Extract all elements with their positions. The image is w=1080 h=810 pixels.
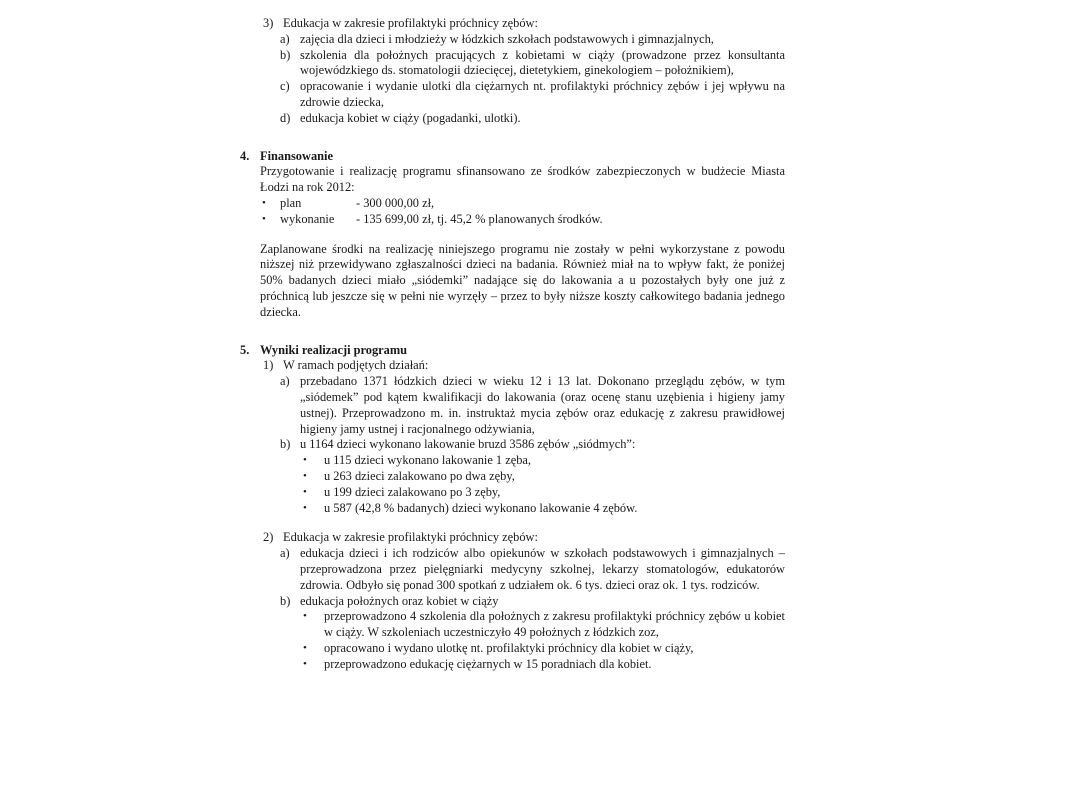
list-marker: c) bbox=[280, 79, 290, 94]
subsection-title: Edukacja w zakresie profilaktyki próchnicy zębów: bbox=[283, 530, 538, 545]
document-content bbox=[240, 16, 785, 672]
list-item-text: edukacja położnych oraz kobiet w ciąży bbox=[300, 593, 499, 608]
list-marker: b) bbox=[280, 593, 291, 608]
list-marker: a) bbox=[280, 31, 290, 46]
bullet-marker: • bbox=[303, 657, 307, 670]
list-item-text: przebadano 1371 łódzkich dzieci w wieku 12 i 13 lat. Dokonano przeglądu zębów, w tym „siódemek” pod kątem kwalifikacji do lakowania (oraz ocenę stanu uzębienia i higieny jamy ustnej). Przeprowadzono m. in. instruktaż mycia zębów oraz edukację z zakresu prawidłowej higieny jamy ustnej i racjonalnego odżywiania, bbox=[300, 374, 785, 436]
list-item bbox=[240, 453, 785, 469]
list-item bbox=[240, 196, 785, 212]
list-item bbox=[240, 501, 785, 517]
list-item bbox=[240, 79, 785, 111]
list-item bbox=[240, 485, 785, 501]
bullet-marker: • bbox=[303, 454, 307, 467]
bullet-marker: • bbox=[262, 212, 266, 225]
list-item-text: edukacja dzieci i ich rodziców albo opiekunów w szkołach podstawowych i gimnazjalnych – przeprowadzona przez pielęgniarki medycyny szkolnej, lekarzy stomatologów, edukatorów zdrowia. Odbyło się ponad 300 spotkań z udziałem ok. 6 tys. dzieci oraz ok. 1 tys. rodziców. bbox=[300, 546, 785, 592]
section-3-number: 3) bbox=[263, 16, 274, 30]
list-marker: b) bbox=[280, 437, 291, 452]
section-4-number: 4. bbox=[240, 148, 250, 163]
list-marker: d) bbox=[280, 110, 291, 125]
list-item-text: zajęcia dla dzieci i młodzieży w łódzkich szkołach podstawowych i gimnazjalnych, bbox=[300, 31, 714, 46]
bullet-marker: • bbox=[303, 610, 307, 623]
list-item bbox=[240, 48, 785, 80]
list-item-text: u 587 (42,8 % badanych) dzieci wykonano lakowanie 4 zębów. bbox=[324, 500, 638, 515]
subsection-title: W ramach podjętych działań: bbox=[283, 358, 429, 373]
list-item bbox=[240, 374, 785, 437]
bullet-marker: • bbox=[303, 469, 307, 482]
list-item bbox=[240, 641, 785, 657]
bullet-label: plan bbox=[280, 195, 302, 210]
list-item bbox=[240, 546, 785, 593]
bullet-marker: • bbox=[303, 641, 307, 654]
list-item bbox=[240, 111, 785, 127]
list-item bbox=[240, 437, 785, 453]
section-4-paragraph: Zaplanowane środki na realizację niniejszego programu nie zostały w pełni wykorzystane z powodu niższej niż przewidywano zgłaszalności dzieci na badania. Również miał na to wpływ fakt, że poniżej 50% badanych dzieci miało „siódemki” nadające się do lakowania a u pozostałych były one już z próchnicą lub jeszcze się w pełni nie wyrzęły – przez to były niższe koszty całkowitego badania jednego dziecka. bbox=[260, 241, 785, 319]
list-item-text: opracowano i wydano ulotkę nt. profilaktyki próchnicy dla kobiet w ciąży, bbox=[324, 640, 694, 655]
list-item-text: u 199 dzieci zalakowano po 3 zęby, bbox=[324, 484, 501, 499]
section-3-education bbox=[240, 16, 785, 127]
list-item bbox=[240, 212, 785, 228]
list-marker: a) bbox=[280, 546, 290, 561]
list-item-text: u 115 dzieci wykonano lakowanie 1 zęba, bbox=[324, 453, 532, 468]
subsection-number: 1) bbox=[263, 358, 274, 373]
list-item bbox=[240, 657, 785, 673]
section-3-title: Edukacja w zakresie profilaktyki próchnicy zębów: bbox=[283, 16, 538, 30]
bullet-marker: • bbox=[303, 501, 307, 514]
bullet-value: - 135 699,00 zł, tj. 45,2 % planowanych środków. bbox=[356, 211, 603, 226]
section-5-heading bbox=[240, 343, 785, 359]
list-item-text: przeprowadzono 4 szkolenia dla położnych z zakresu profilaktyki próchnicy zębów u kobiet w ciąży. W szkoleniach uczestniczyło 49 położnych z łódzkich zoz, bbox=[324, 609, 785, 640]
section-5-title: Wyniki realizacji programu bbox=[260, 342, 408, 357]
bullet-value: - 300 000,00 zł, bbox=[356, 195, 435, 210]
list-item-text: edukacja kobiet w ciąży (pogadanki, ulotki). bbox=[300, 110, 521, 125]
section-5-number: 5. bbox=[240, 342, 250, 357]
list-item bbox=[240, 32, 785, 48]
section-4-intro: Przygotowanie i realizację programu sfinansowano ze środków zabezpieczonych w budżecie Miasta Łodzi na rok 2012: bbox=[260, 164, 785, 195]
section-3-heading bbox=[240, 16, 785, 32]
list-marker: b) bbox=[280, 47, 291, 62]
section-4-financing bbox=[240, 149, 785, 321]
subsection-number: 2) bbox=[263, 530, 274, 545]
section-4-heading bbox=[240, 149, 785, 165]
bullet-marker: • bbox=[303, 485, 307, 498]
list-item-text: szkolenia dla położnych pracujących z kobietami w ciąży (prowadzone przez konsultanta wojewódzkiego ds. stomatologii dziecięcej, dietetykiem, ginekologiem – położnikiem), bbox=[300, 47, 785, 78]
bullet-marker: • bbox=[262, 196, 266, 209]
list-item-text: u 1164 dzieci wykonano lakowanie bruzd 3586 zębów „siódmych”: bbox=[300, 437, 636, 452]
list-item-text: u 263 dzieci zalakowano po dwa zęby, bbox=[324, 468, 515, 483]
list-item-text: opracowanie i wydanie ulotki dla ciężarnych nt. profilaktyki próchnicy zębów i jej wpływu na zdrowie dziecka, bbox=[300, 79, 785, 109]
section-4-title: Finansowanie bbox=[260, 148, 333, 163]
list-item bbox=[240, 609, 785, 641]
list-marker: a) bbox=[280, 374, 290, 389]
section-5-results bbox=[240, 343, 785, 673]
list-item bbox=[240, 594, 785, 610]
list-item bbox=[240, 469, 785, 485]
section-5-2-heading bbox=[240, 530, 785, 546]
list-item-text: przeprowadzono edukację ciężarnych w 15 poradniach dla kobiet. bbox=[324, 656, 652, 671]
section-5-1-heading bbox=[240, 358, 785, 374]
bullet-label: wykonanie bbox=[280, 211, 335, 226]
